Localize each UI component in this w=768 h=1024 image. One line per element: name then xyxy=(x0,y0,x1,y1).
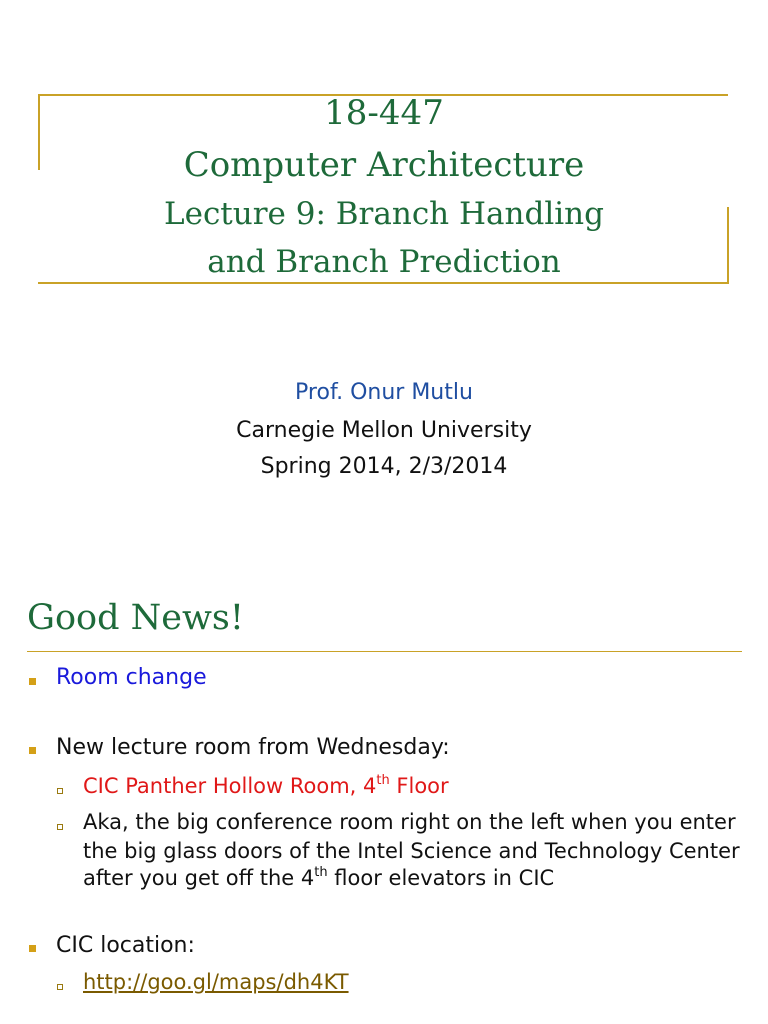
bullet-new-room: New lecture room from Wednesday: xyxy=(56,735,450,760)
room-floor-sup: th xyxy=(376,773,390,788)
university-name: Carnegie Mellon University xyxy=(236,418,532,443)
bullet-cic-location: CIC location: xyxy=(56,933,195,958)
sub-bullet-marker xyxy=(57,984,63,990)
sub-bullet-room xyxy=(83,774,449,798)
bullet-marker xyxy=(29,747,36,754)
sub-bullet-marker xyxy=(57,788,63,794)
room-name: CIC Panther Hollow Room, 4 xyxy=(83,774,377,798)
frame-bottom-line xyxy=(38,282,728,284)
bullet-marker xyxy=(29,945,36,952)
bullet-marker xyxy=(29,678,36,685)
sub-bullet-aka-line2: the big glass doors of the Intel Science and Technology Center xyxy=(83,839,740,863)
author-name: Prof. Onur Mutlu xyxy=(295,380,473,405)
aka-line3-post: floor elevators in CIC xyxy=(327,866,555,890)
lecture-title-line2: and Branch Prediction xyxy=(207,244,561,280)
aka-line3-pre: after you get off the 4 xyxy=(83,866,315,890)
lecture-title-line1: Lecture 9: Branch Handling xyxy=(164,196,604,232)
term-date: Spring 2014, 2/3/2014 xyxy=(260,454,508,479)
sub-bullet-aka-line3 xyxy=(83,866,554,890)
slide-heading: Good News! xyxy=(27,598,244,638)
good-news-slide xyxy=(0,560,768,1024)
sub-bullet-marker xyxy=(57,824,63,830)
course-number: 18-447 xyxy=(324,93,444,133)
aka-line3-sup: th xyxy=(314,865,328,880)
sub-bullet-aka-line1: Aka, the big conference room right on the left when you enter xyxy=(83,810,736,834)
heading-rule xyxy=(27,651,742,652)
course-title: Computer Architecture xyxy=(183,145,585,185)
room-floor-word: Floor xyxy=(389,774,449,798)
bullet-room-change: Room change xyxy=(56,665,207,690)
maps-link[interactable]: http://goo.gl/maps/dh4KT xyxy=(83,970,349,994)
